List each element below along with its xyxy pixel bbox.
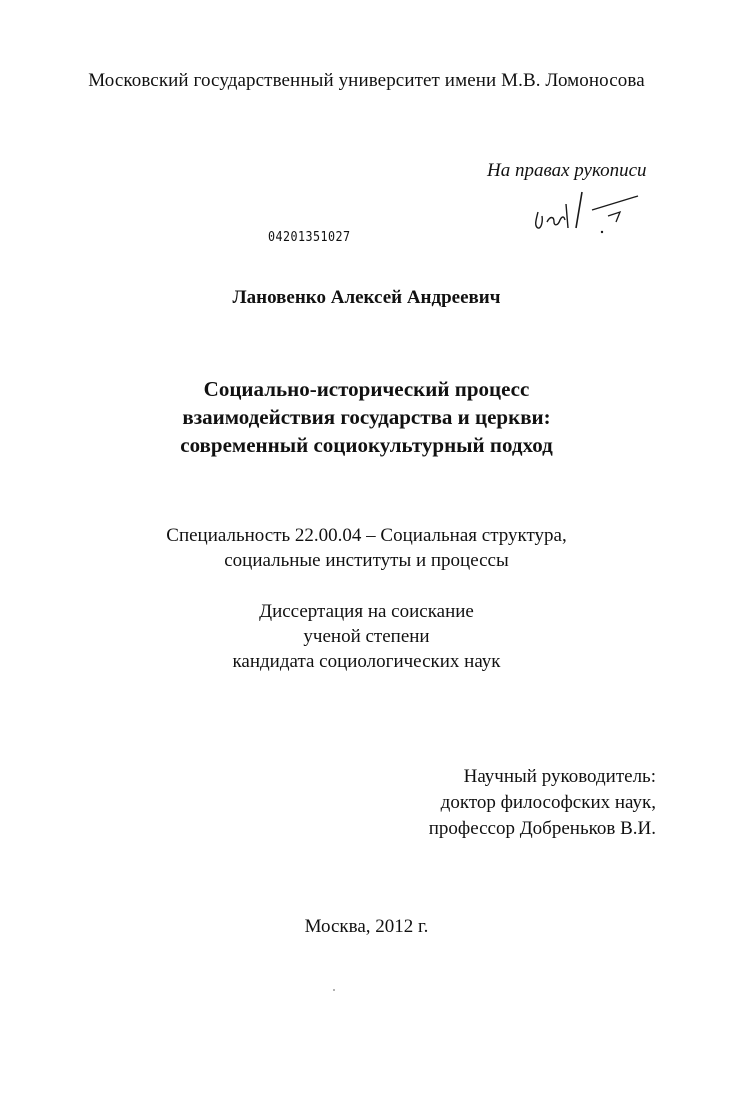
- city-year: Москва, 2012 г.: [304, 916, 429, 937]
- degree-line: Диссертация на соискание: [259, 601, 474, 622]
- scan-speck: [333, 989, 335, 991]
- degree-block: [0, 599, 733, 674]
- dissertation-title: [0, 375, 733, 459]
- title-line: современный социокультурный подход: [180, 433, 553, 457]
- title-line: Социально-исторический процесс: [203, 377, 530, 401]
- advisor-line: профессор Добреньков В.И.: [428, 818, 656, 839]
- degree-line: ученой степени: [303, 626, 430, 647]
- specialty-block: [0, 523, 733, 573]
- degree-line: кандидата социологических наук: [232, 651, 501, 672]
- manuscript-note: На правах рукописи: [487, 160, 647, 181]
- advisor-line: доктор философских наук,: [440, 792, 656, 813]
- author-name: Лановенко Алексей Андреевич: [232, 287, 501, 308]
- advisor-block: [429, 764, 656, 842]
- title-line: взаимодействия государства и церкви:: [182, 405, 551, 429]
- document-number: 04201351027: [268, 230, 351, 245]
- specialty-line: социальные институты и процессы: [224, 550, 509, 571]
- university-name: Московский государственный университет имени М.В. Ломоносова: [88, 70, 645, 91]
- advisor-line: Научный руководитель:: [463, 766, 656, 787]
- signature-icon: [520, 182, 660, 242]
- specialty-line: Специальность 22.00.04 – Социальная структура,: [166, 525, 567, 546]
